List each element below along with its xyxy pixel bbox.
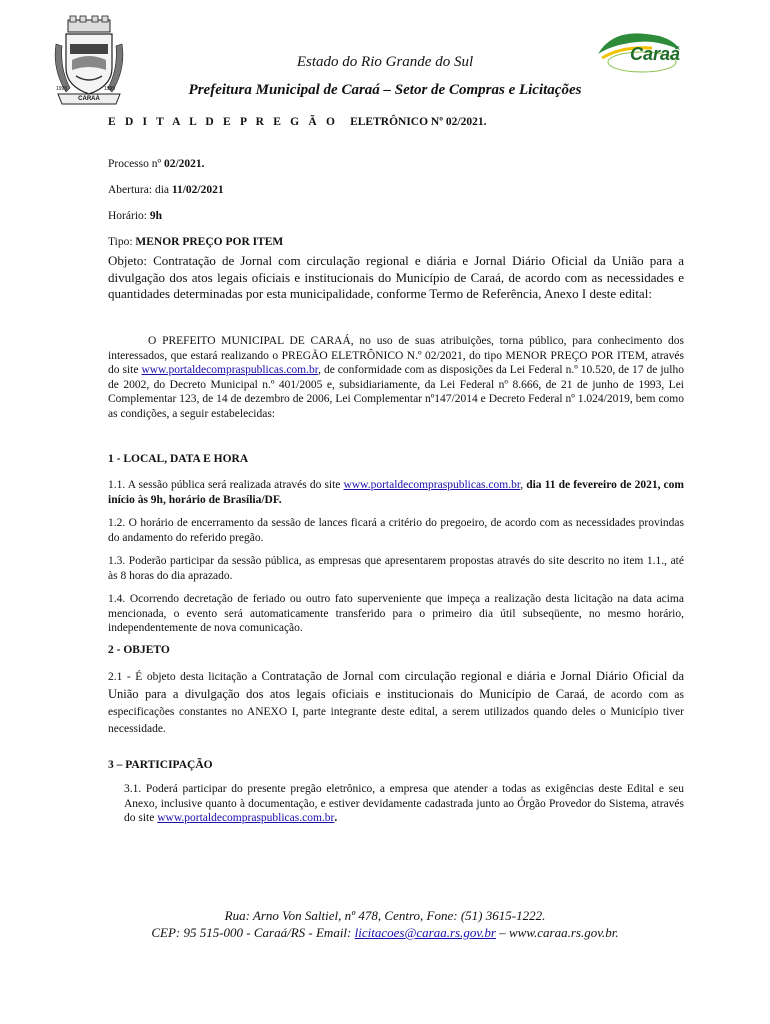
processo-line: Processo nº 02/2021. [108, 158, 205, 170]
processo-value: 02/2021. [163, 158, 205, 170]
section-1-1: 1.1. A sessão pública será realizada através do site www.portaldecompraspublicas.com.br, dia 11 de fevereiro de 2021, com início às 9h, horário de Brasília/DF. [108, 479, 684, 506]
intro-paragraph: O PREFEITO MUNICIPAL DE CARAÁ, no uso de suas atribuições, torna público, para conhecimento dos interessados, que estará realizando o PREGÃO ELETRÔNICO N.º 02/2021, do tipo MENOR PREÇO POR ITEM, através do site www.portaldecompraspublicas.com.br, de conformidade com as disposições da Lei Federal n.º 10.520, de 17 de julho de 2002, do Decreto Municipal n.º 401/2005 e, subsidiariamente, da Lei Federal nº 8.666, de 21 de junho de 1993, Lei Complementar 123, de 14 de dezembro de 2006, Lei Complementar nº147/2014 e Decreto Federal nº 1.024/2019, bem como as condições, a seguir estabelecidas: [108, 335, 684, 420]
objeto-paragraph: Objeto: Contratação de Jornal com circulação regional e diária e Jornal Diário Oficial da União para a divulgação dos atos legais oficiais e institucionais do Município de Caraá, de acordo com as necessidades e quantidades determinadas por esta municipalidade, conforme Termo de Referência, Anexo I deste edital: [108, 253, 684, 301]
edital-title-spaced: E D I T A L D E P R E G Ã O [108, 116, 339, 128]
section-1-4: 1.4. Ocorrendo decretação de feriado ou outro fato superveniente que impeça a realização desta licitação na data acima mencionada, o evento será automaticamente transferido para o primeiro dia útil subseqüente, no mesmo horário, independentemente de nova comunicação. [108, 593, 684, 634]
horario-value: 9h [149, 210, 162, 222]
section-1-3: 1.3. Poderão participar da sessão pública, as empresas que apresentarem propostas através do site descrito no item 1.1., até às 8 horas do dia aprazado. [108, 555, 684, 582]
header-state: Estado do Rio Grande do Sul [296, 54, 474, 70]
edital-title-rest: ELETRÔNICO Nº 02/2021. [350, 116, 487, 128]
section-1-2: 1.2. O horário de encerramento da sessão de lances ficará a critério do pregoeiro, de acordo com as necessidades provindas do andamento do referido pregão. [108, 517, 684, 544]
footer-email-link[interactable]: licitacoes@caraa.rs.gov.br [354, 925, 496, 940]
abertura-value: 11/02/2021 [171, 184, 224, 196]
tipo-value: MENOR PREÇO POR ITEM [135, 236, 284, 248]
crest-year-left: 1995 [56, 86, 68, 92]
crest-year-right: 1995 [104, 86, 116, 92]
section-1-portal-link[interactable]: www.portaldecompraspublicas.com.br [343, 479, 521, 491]
abertura-line: Abertura: dia 11/02/2021 [108, 184, 224, 196]
horario-line: Horário: 9h [108, 210, 162, 222]
header-prefeitura: Prefeitura Municipal de Caraá – Setor de Compras e Licitações [188, 82, 582, 98]
logo-text: Caraá [630, 44, 681, 64]
intro-portal-link[interactable]: www.portaldecompraspublicas.com.br [141, 364, 319, 376]
section-1-title: 1 - LOCAL, DATA E HORA [108, 453, 249, 465]
footer-address: Rua: Arno Von Saltiel, nº 478, Centro, Fone: (51) 3615-1222. [224, 908, 546, 923]
tipo-line: Tipo: MENOR PREÇO POR ITEM [108, 236, 284, 248]
edital-title [108, 116, 486, 128]
section-3-title: 3 – PARTICIPAÇÃO [108, 759, 213, 771]
section-2-title: 2 - OBJETO [108, 644, 170, 656]
section-3-portal-link[interactable]: www.portaldecompraspublicas.com.br [157, 812, 335, 824]
crest-ribbon-text: CARAÁ [78, 96, 100, 102]
section-3-1: 3.1. Poderá participar do presente pregão eletrônico, a empresa que atender a todas as exigências deste Edital e seu Anexo, inclusive quanto à documentação, e estiver devidamente cadastrada junto ao Órgão Provedor do Sistema, através do site www.portaldecompraspublicas.com.br. [124, 783, 684, 824]
section-2-1: 2.1 - É objeto desta licitação a Contratação de Jornal com circulação regional e diária e Jornal Diário Oficial da União para a divulgação dos atos legais oficiais e institucionais do Município de Caraá, de acordo com as especificações constantes no ANEXO I, parte integrante deste edital, a serem utilizados quando deles o Município tiver necessidade. [108, 669, 684, 735]
footer-contact: CEP: 95 515-000 - Caraá/RS - Email: licitacoes@caraa.rs.gov.br – www.caraa.rs.gov.br. [151, 925, 619, 940]
